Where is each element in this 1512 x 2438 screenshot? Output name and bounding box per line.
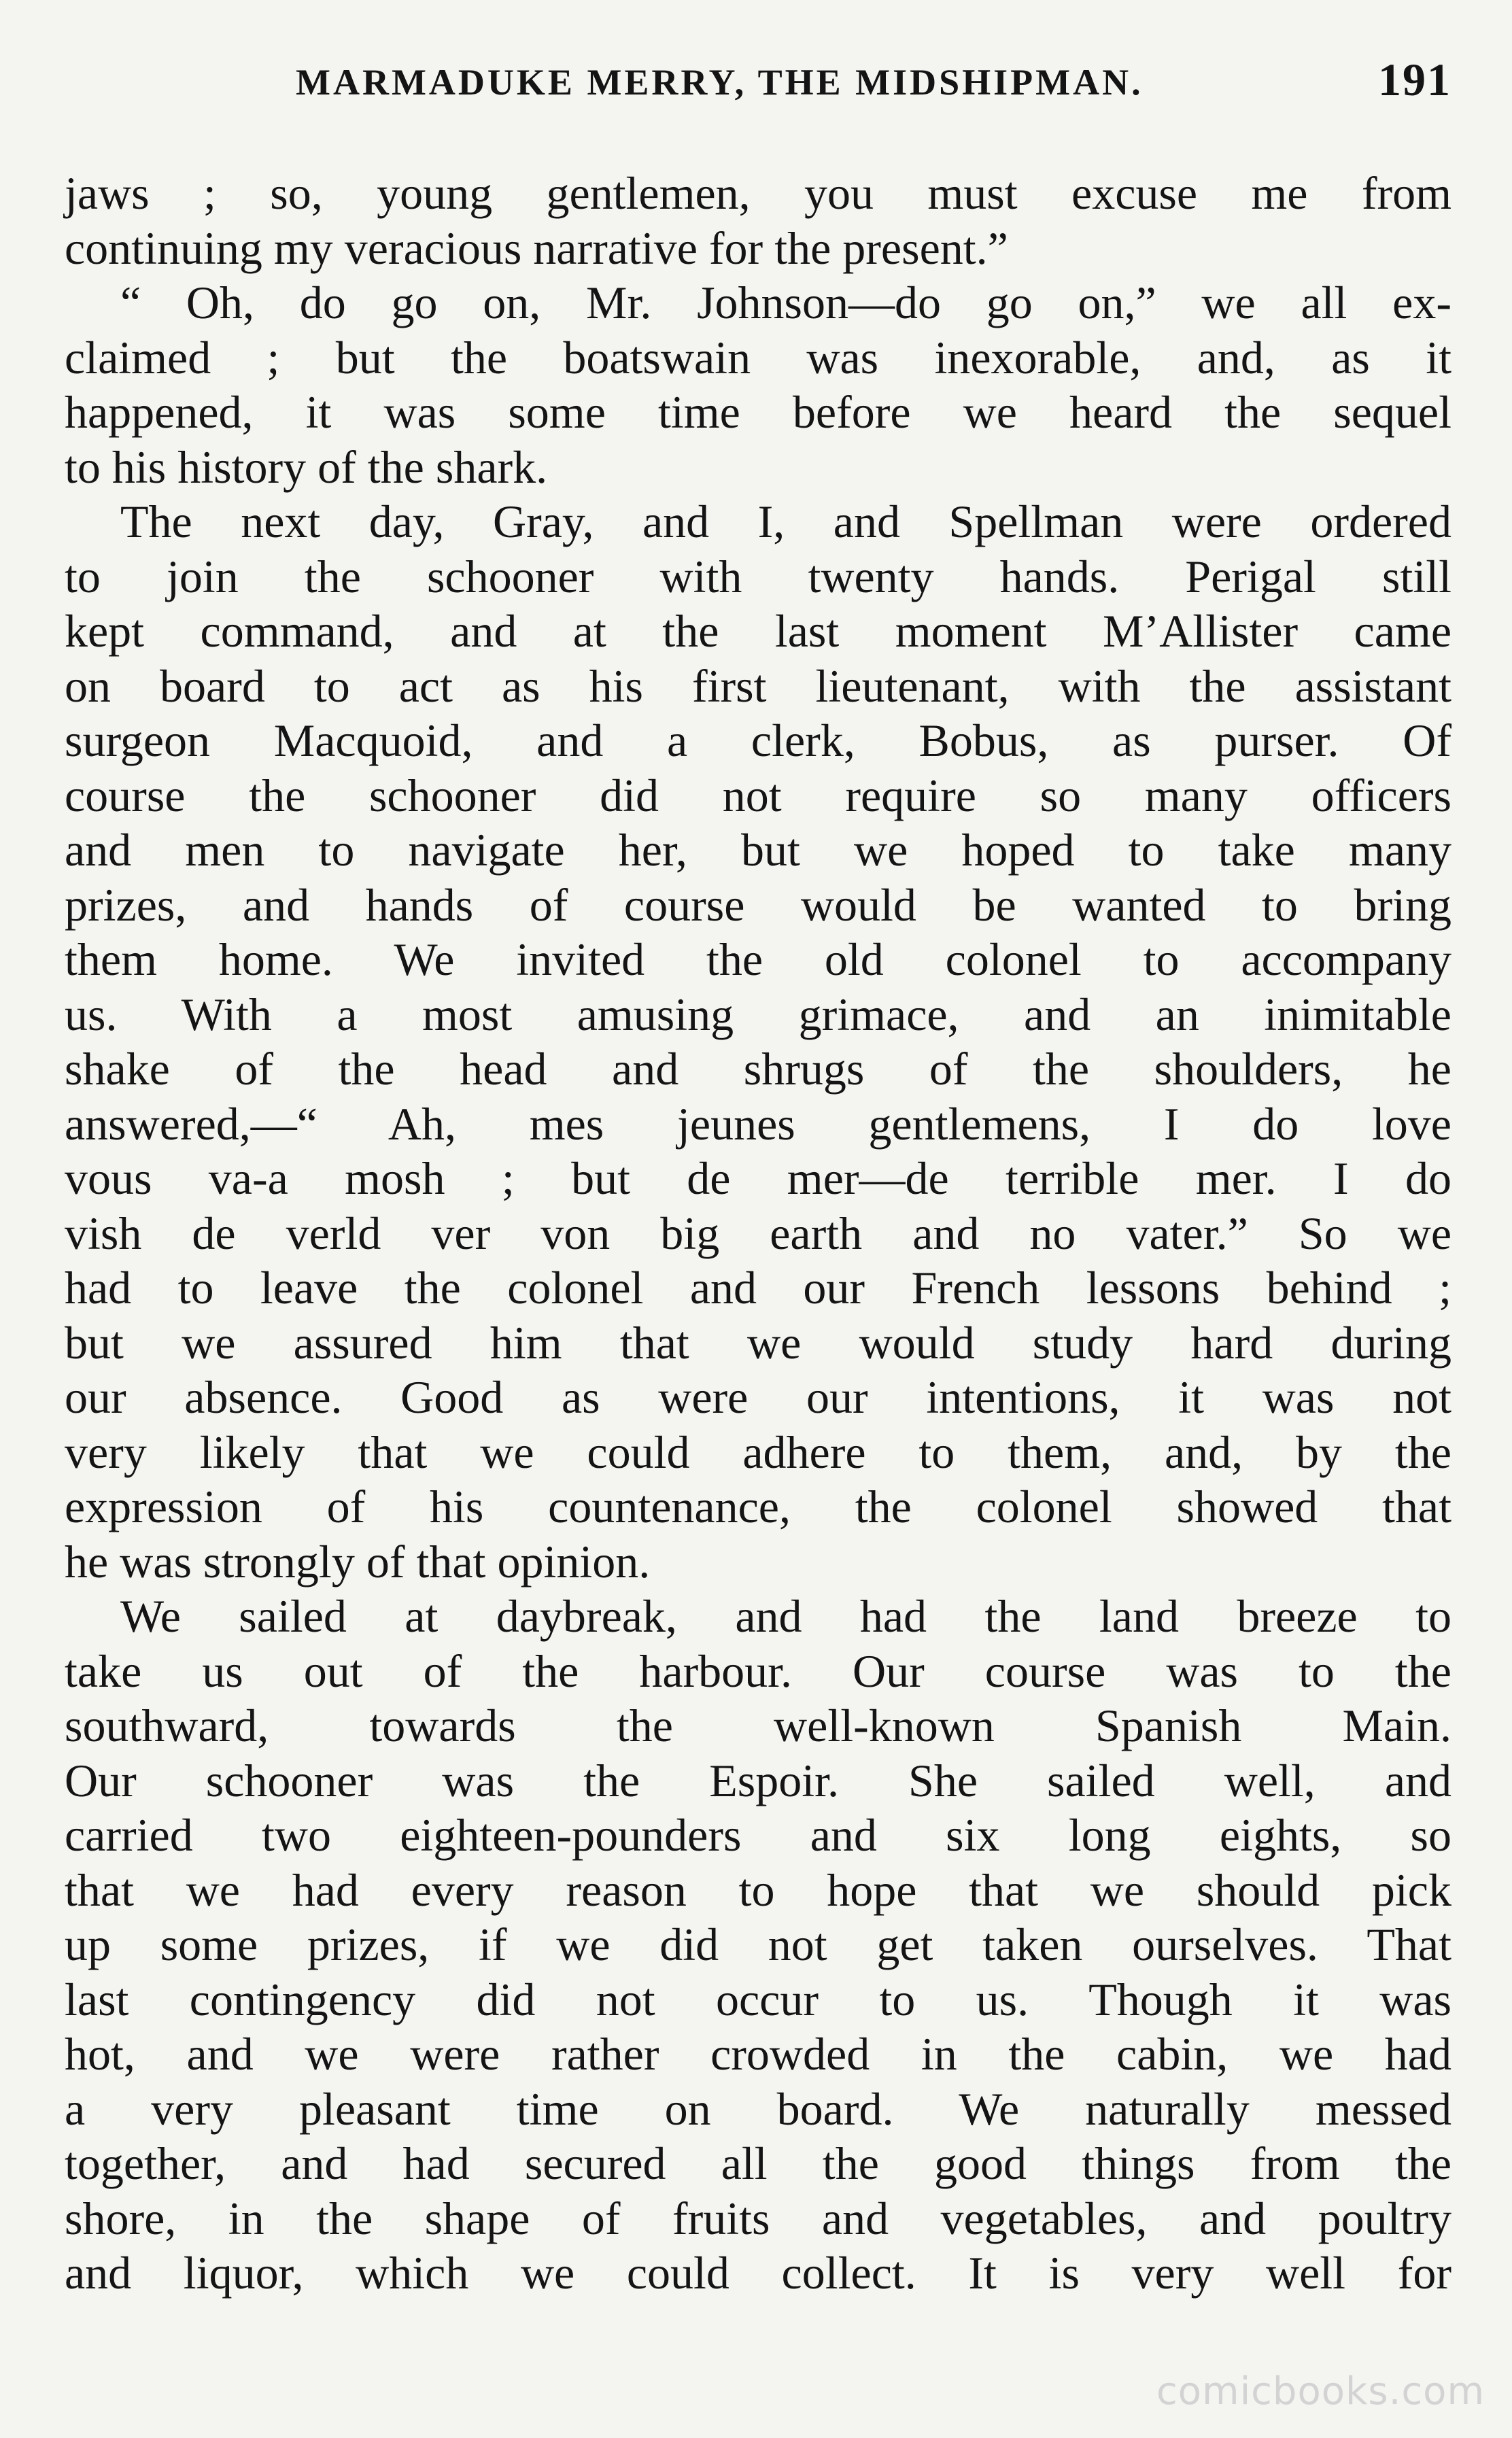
text-line: up some prizes, if we did not get taken ourselves. That [65, 1919, 1451, 1970]
text-line: very likely that we could adhere to them, and, by the [65, 1426, 1451, 1478]
text-line: take us out of the harbour. Our course was to the [65, 1645, 1451, 1697]
text-line: vous va-a mosh ; but de mer—de terrible mer. I do [65, 1152, 1451, 1204]
text-line: together, and had secured all the good things from the [65, 2137, 1451, 2189]
text-line: claimed ; but the boatswain was inexorable, and, as it [65, 331, 1451, 383]
text-line: to join the schooner with twenty hands. Perigal still [65, 550, 1451, 602]
text-line: vish de verld ver von big earth and no vater.” So we [65, 1207, 1451, 1259]
text-line: to his history of the shark. [65, 441, 548, 493]
text-line: southward, towards the well-known Spanish Main. [65, 1700, 1451, 1751]
text-line: and liquor, which we could collect. It is very well for [65, 2247, 1451, 2299]
text-line: us. With a most amusing grimace, and an inimitable [65, 988, 1451, 1040]
text-line: our absence. Good as were our intentions, it was not [65, 1371, 1451, 1423]
text-line: happened, it was some time before we heard the sequel [65, 386, 1451, 438]
text-line: that we had every reason to hope that we should pick [65, 1864, 1451, 1916]
text-line: and men to navigate her, but we hoped to take many [65, 824, 1451, 876]
text-line: surgeon Macquoid, and a clerk, Bobus, as purser. Of [65, 715, 1451, 766]
text-line: them home. We invited the old colonel to accompany [65, 933, 1451, 985]
page-header [75, 53, 1451, 114]
text-line: “ Oh, do go on, Mr. Johnson—do go on,” we all ex- [120, 277, 1451, 328]
text-line: jaws ; so, young gentlemen, you must excuse me from [65, 167, 1451, 219]
text-line: hot, and we were rather crowded in the cabin, we had [65, 2028, 1451, 2080]
text-line: We sailed at daybreak, and had the land breeze to [120, 1590, 1451, 1642]
text-line: on board to act as his first lieutenant, with the assistant [65, 659, 1451, 712]
text-line: he was strongly of that opinion. [65, 1535, 651, 1587]
text-line: but we assured him that we would study hard during [65, 1316, 1451, 1369]
text-line: had to leave the colonel and our French lessons behind ; [65, 1262, 1451, 1314]
text-line: shake of the head and shrugs of the shoulders, he [65, 1043, 1451, 1095]
body-text [65, 166, 1451, 2301]
text-line: carried two eighteen-pounders and six long eights, so [65, 1809, 1451, 1861]
text-line: a very pleasant time on board. We naturally messed [65, 2082, 1451, 2135]
page-number: 191 [1378, 54, 1451, 105]
watermark: comicbooks.com [1156, 2369, 1485, 2414]
running-title: MARMADUKE MERRY, THE MIDSHIPMAN. [296, 62, 1144, 103]
text-line: prizes, and hands of course would be wanted to bring [65, 878, 1451, 931]
text-line: continuing my veracious narrative for the present.” [65, 222, 1008, 274]
text-line: The next day, Gray, and I, and Spellman were ordered [120, 496, 1451, 547]
text-line: shore, in the shape of fruits and vegetables, and poultry [65, 2192, 1451, 2244]
text-line: kept command, and at the last moment M’Allister came [65, 605, 1451, 657]
text-line: Our schooner was the Espoir. She sailed well, and [65, 1754, 1451, 1806]
text-line: course the schooner did not require so many officers [65, 769, 1451, 821]
text-line: last contingency did not occur to us. Though it was [65, 1973, 1451, 2025]
text-line: expression of his countenance, the colonel showed that [65, 1481, 1451, 1532]
text-line: answered,—“ Ah, mes jeunes gentlemens, I do love [65, 1097, 1451, 1150]
